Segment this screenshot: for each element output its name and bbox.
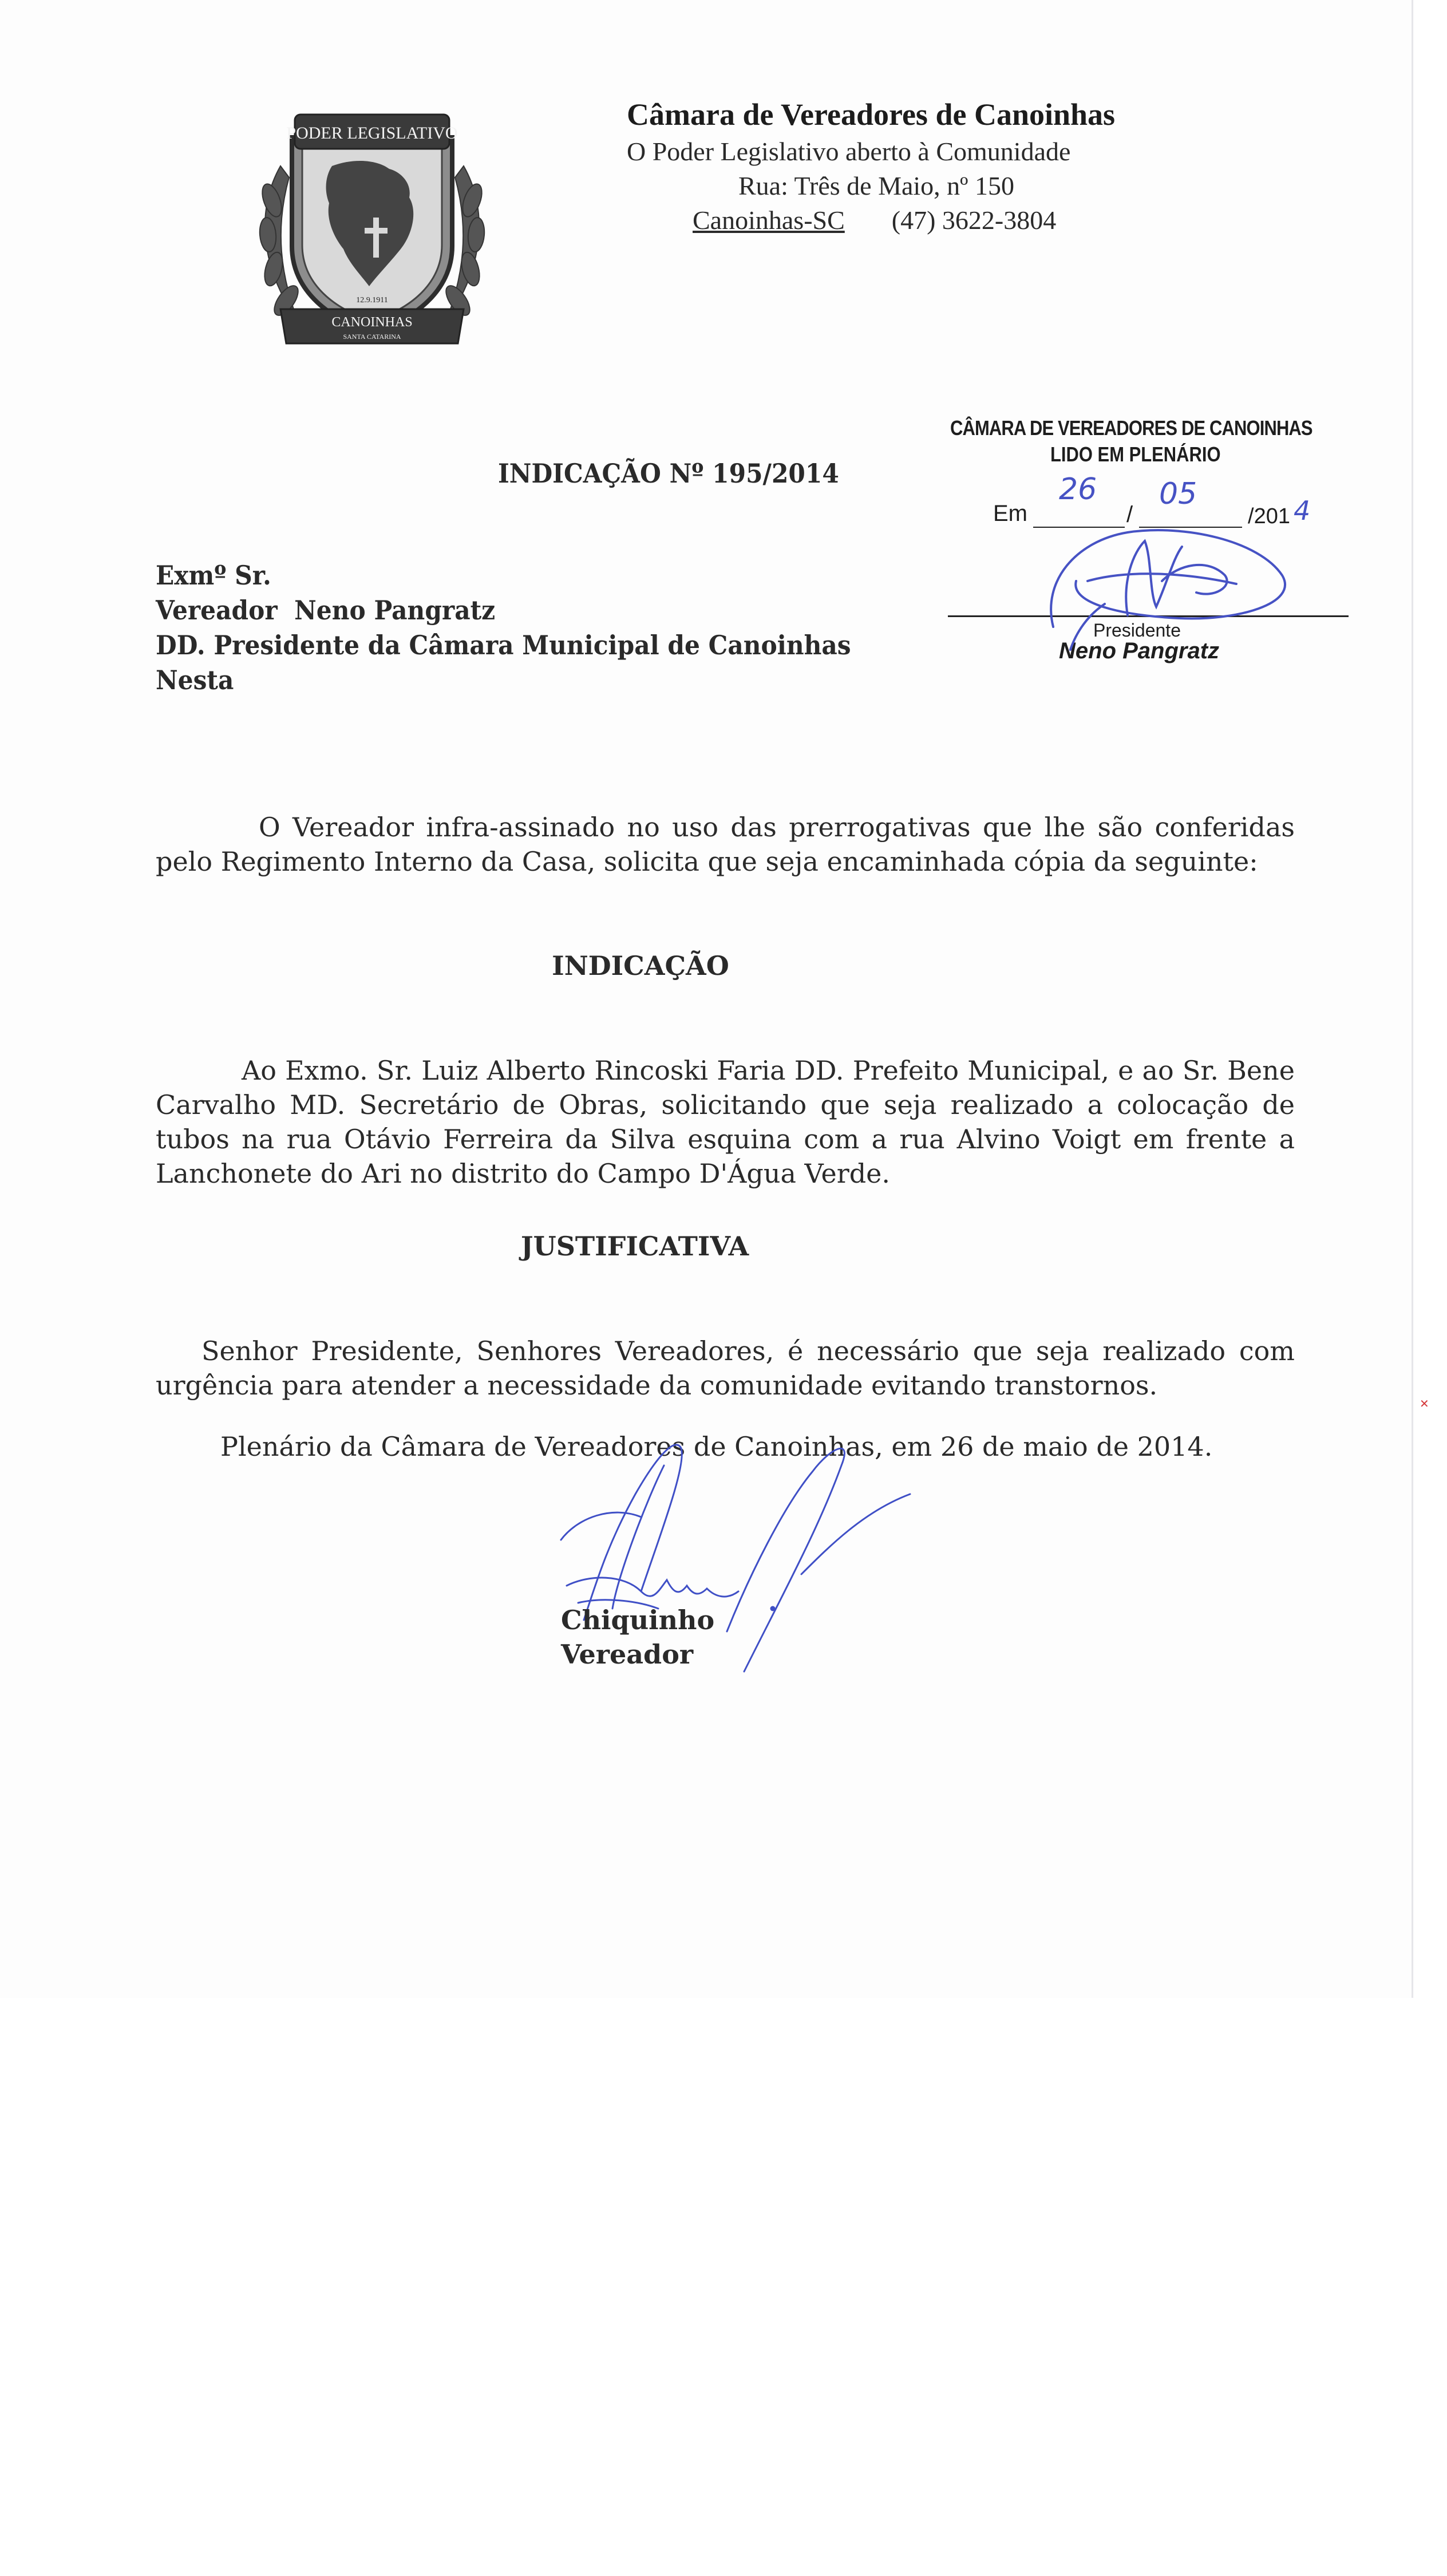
crest-date-text: 12.9.1911 — [356, 296, 388, 305]
indication-text: Ao Exmo. Sr. Luiz Alberto Rincoski Faria DD. Prefeito Municipal, e ao Sr. Bene Carvalho MD. Secretário de Obras, solicitando que seja realizado a colocação de tubos na rua Otávio Ferreira da Silva esquina com a rua Alvino Voigt em frente a Lanchonete do Ari no distrito do Campo D'Água Verde. — [156, 1055, 1295, 1189]
stamp-heading: CÂMARA DE VEREADORES DE CANOINHAS — [950, 416, 1312, 440]
stamp-date-prefix: Em — [993, 501, 1027, 526]
crest-banner-text: PODER LEGISLATIVO — [286, 124, 458, 143]
addressee-salutation: Exmº Sr. — [156, 560, 271, 591]
closing-line: Plenário da Câmara de Vereadores de Canoinhas, em 26 de maio de 2014. — [220, 1431, 1213, 1462]
institution-tagline: O Poder Legislativo aberto à Comunidade — [627, 137, 1071, 166]
stamp-year-prefix: 201 — [1254, 504, 1290, 528]
page-edge — [1412, 0, 1413, 1998]
indication-heading: INDICAÇÃO — [552, 950, 729, 981]
municipal-crest-logo — [246, 103, 498, 355]
intro-paragraph — [156, 810, 1295, 879]
justification-heading: JUSTIFICATIVA — [520, 1231, 749, 1262]
stamp-year-handwritten: 4 — [1294, 495, 1311, 526]
justification-text: Senhor Presidente, Senhores Vereadores, é necessário que seja realizado com urgência para atender a necessidade da comunidade evitando transtornos. — [156, 1336, 1295, 1401]
stamp-signature-role: Presidente — [1093, 620, 1181, 641]
institution-phone: (47) 3622-3804 — [891, 206, 1057, 235]
crest-city-text: CANOINHAS — [331, 315, 413, 330]
stamp-day-handwritten: 26 — [1059, 472, 1097, 507]
institution-city: Canoinhas-SC — [693, 206, 845, 235]
intro-text: O Vereador infra-assinado no uso das prerrogativas que lhe são conferidas pelo Regimento Interno da Casa, solicita que seja encaminhada cópia da seguinte: — [156, 812, 1295, 877]
addressee-name: Vereador Neno Pangratz — [156, 595, 496, 626]
reading-stamp — [939, 409, 1357, 673]
letterhead — [627, 94, 1199, 238]
stamp-date-slash: / — [1126, 502, 1133, 527]
signer-block — [561, 1603, 714, 1672]
stamp-signature-name: Neno Pangratz — [1059, 638, 1220, 663]
institution-address: Rua: Três de Maio, nº 150 — [738, 171, 1014, 200]
indication-paragraph — [156, 1053, 1295, 1191]
signer-role: Vereador — [561, 1639, 694, 1670]
institution-contact — [627, 203, 1199, 238]
president-signature — [939, 409, 1357, 673]
scan-mark: ✕ — [1420, 1397, 1429, 1411]
stamp-month-handwritten: 05 — [1159, 477, 1197, 511]
stamp-year-printed: /201 — [1248, 504, 1290, 528]
stamp-subheading: LIDO EM PLENÁRIO — [1050, 442, 1221, 466]
crest-state-text: SANTA CATARINA — [343, 333, 401, 341]
signer-name: Chiquinho — [561, 1605, 715, 1635]
addressee-block — [156, 558, 851, 698]
addressee-role: DD. Presidente da Câmara Municipal de Canoinhas — [156, 630, 851, 661]
document-title: INDICAÇÃO Nº 195/2014 — [498, 458, 839, 489]
justification-paragraph — [156, 1334, 1295, 1402]
institution-name: Câmara de Vereadores de Canoinhas — [627, 97, 1116, 132]
addressee-location: Nesta — [156, 665, 234, 696]
